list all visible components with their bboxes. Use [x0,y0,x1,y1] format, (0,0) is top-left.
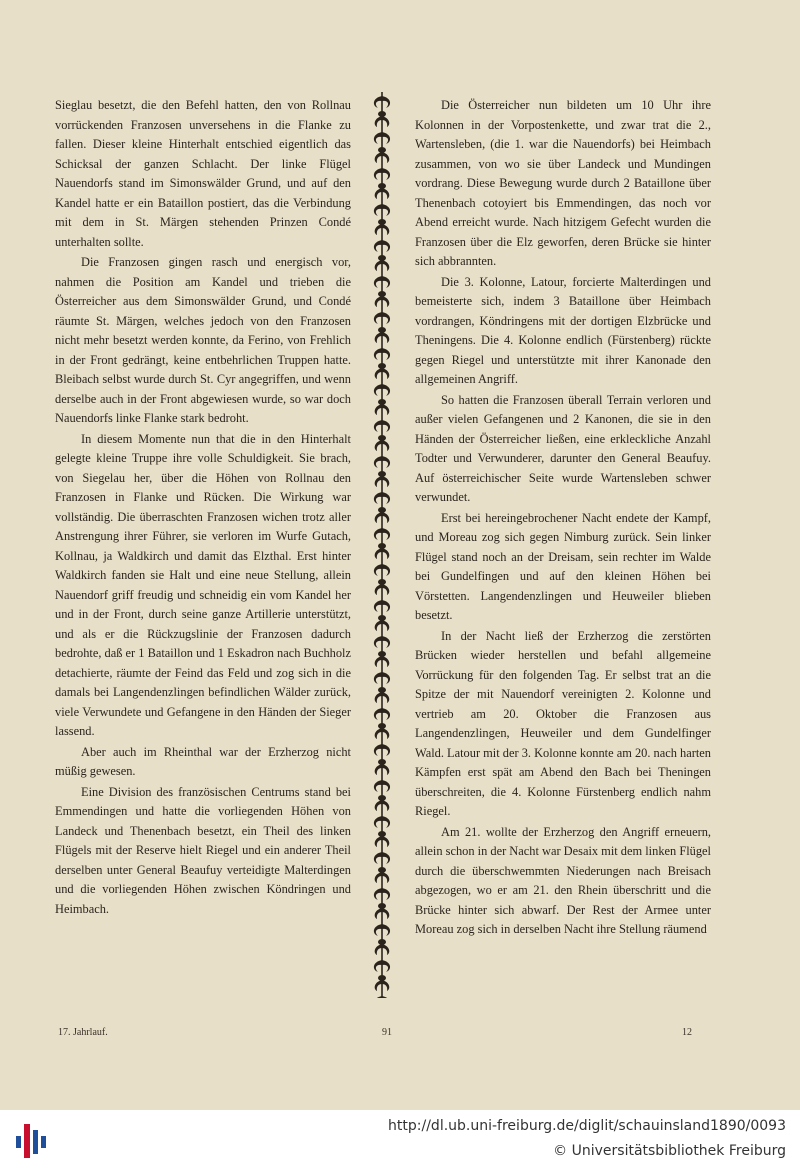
signature-number: 12 [682,1027,692,1038]
paragraph: Erst bei hereingebrochener Nacht endete der Kampf, und Moreau zog sich gegen Nimburg zurück. Sein linker Flügel stand noch an der Dreisam, sein rechter im Walde bei Gundelfingen und auf den kleinen Höhen bei Vörstetten. Langendenzlingen und Heuweiler blieben besetzt. [415,510,711,622]
paragraph: Eine Division des französischen Centrums stand bei Emmendingen und hatte die vorliegenden Höhen von Landeck und Thenenbach besetzt, ein Theil des linken Flügels mit der Reserve hielt Riegel und ein anderer Theil derselben unter General Beaufuy verteidigte Malterdingen und die vorliegenden Höhen zwischen Köndringen und Heimbach. [55,784,351,916]
paragraph: In diesem Momente nun that die in den Hinterhalt gelegte kleine Truppe ihre volle Schuldigkeit. Sie brach, von Siegelau her, über die Höhen von Rollnau den Franzosen in Flanke und Rücken. Die Wirkung war vollständig. Die überraschten Franzosen wichen trotz aller Anstrengung ihrer Führer, sie verloren im Wurfe Gutach, Kollnau, ja Waldkirch und damit das Elzthal. Erst hinter Waldkirch fanden sie Halt und eine neue Stellung, allein Nauendorf griff freudig und schneidig ein vom Kandel her und in der Front, durch seine ganze Artillerie unterstützt, und als er die Rückzugslinie der Franzosen dadurch bedrohte, daß er 1 Bataillon und 1 Eskadron nach Buchholz detachierte, räumte der Feind das Feld und zog sich in die damals bei Langendenzlingen befindlichen Wälder zurück, viele Verwundete und Gefangene in den Händen der Sieger lassend. [55,431,351,738]
source-url-link[interactable]: http://dl.ub.uni-freiburg.de/diglit/schauinsland1890/0093 [388,1118,786,1134]
paragraph: In der Nacht ließ der Erzherzog die zerstörten Brücken wieder herstellen und befahl allgemeine Vorrückung für den folgenden Tag. Er selbst trat an die Spitze der mit Nauendorf vereinigten 2. Kolonne und vertrieb am 20. Oktober die Franzosen aus Langendenzlingen, Heuweiler und dem Gundelfinger Wald. Latour mit der 3. Kolonne konnte am 20. nach harten Kämpfen erst spät am Abend den Bach bei Theningen überschreiten, die 4. Kolonne Fürstenberg endlich nahm Riegel. [415,628,711,818]
paragraph: Die Österreicher nun bildeten um 10 Uhr ihre Kolonnen in der Vorpostenkette, und zwar trat die 2., Wartensleben, (die 1. war die Nauendorfs) bei Heimbach zusammen, von wo sie über Landeck und Mundingen vordrang. Diese Bewegung wurde durch 2 Bataillone über Thenenbach cotoyiert bis Emmendingen, das noch vor Abend erreicht wurde. Nach hitzigem Gefecht wurden die Franzosen über die Elz geworfen, deren Brücke sie hinter sich abbrannten. [415,98,711,268]
page-number: 91 [382,1027,392,1038]
volume-label: 17. Jahrlauf. [58,1027,108,1038]
vertical-floral-ornament-icon [368,92,396,998]
paragraph: Aber auch im Rheinthal war der Erzherzog nicht müßig gewesen. [55,744,351,778]
copyright-notice: © Universitätsbibliothek Freiburg [553,1143,786,1159]
left-text-column [55,96,351,920]
ub-freiburg-logo-icon [14,1118,48,1162]
paragraph: Am 21. wollte der Erzherzog den Angriff erneuern, allein schon in der Nacht war Desaix mit dem linken Flügel durch die überschwemmten Niederungen nach Breisach abgezogen, wo er am 21. den Rhein überschritt und die Brücke hinter sich abwarf. Der Rest der Armee unter Moreau zog sich in derselben Nacht ihre Stellung räumend [415,824,711,936]
right-text-column [415,96,711,941]
attribution-bar [0,1110,800,1169]
paragraph: Die Franzosen gingen rasch und energisch vor, nahmen die Position am Kandel und trieben die Österreicher aus dem Simonswälder Grund, und Condé räumte St. Märgen, welches jedoch von den Franzosen nicht mehr besetzt werden konnte, da Ferino, von Frehlich in der Front gedrängt, keine entbehrlichen Truppen hatte. Bleibach selbst wurde durch St. Cyr angegriffen, und wenn derselbe auch in der Front abgewiesen wurde, so war doch Nauendorfs linke Flanke stark bedroht. [55,255,351,425]
paragraph: Sieglau besetzt, die den Befehl hatten, den von Rollnau vorrückenden Franzosen unversehens in die Flanke zu fallen. Dieser kleine Hinterhalt entschied eigentlich das Schicksal der ganzen Schlacht. Der linke Flügel Nauendorfs stand im Simonswälder Grund, und auf den Kandel hatte er ein Bataillon postiert, das die Verbindung mit dem in St. Märgen stehenden Prinzen Condé unterhalten sollte. [55,98,351,249]
paragraph: So hatten die Franzosen überall Terrain verloren und außer vielen Gefangenen und 2 Kanonen, die sie in den Händen der Österreicher ließen, eine erkleckliche Anzahl Todter und Verwunderer, darunter den General Beaufuy. Auf österreichischer Seite wurde Wartensleben schwer verwundet. [415,392,711,504]
paragraph: Die 3. Kolonne, Latour, forcierte Malterdingen und bemeisterte sich, indem 3 Bataillone über Heimbach vordrangen, Köndringens mit der dortigen Elzbrücke und Theningens. Die 4. Kolonne endlich (Fürstenberg) rückte gegen Riegel und unterstützte mit ihrer Kanonade den allgemeinen Angriff. [415,274,711,386]
